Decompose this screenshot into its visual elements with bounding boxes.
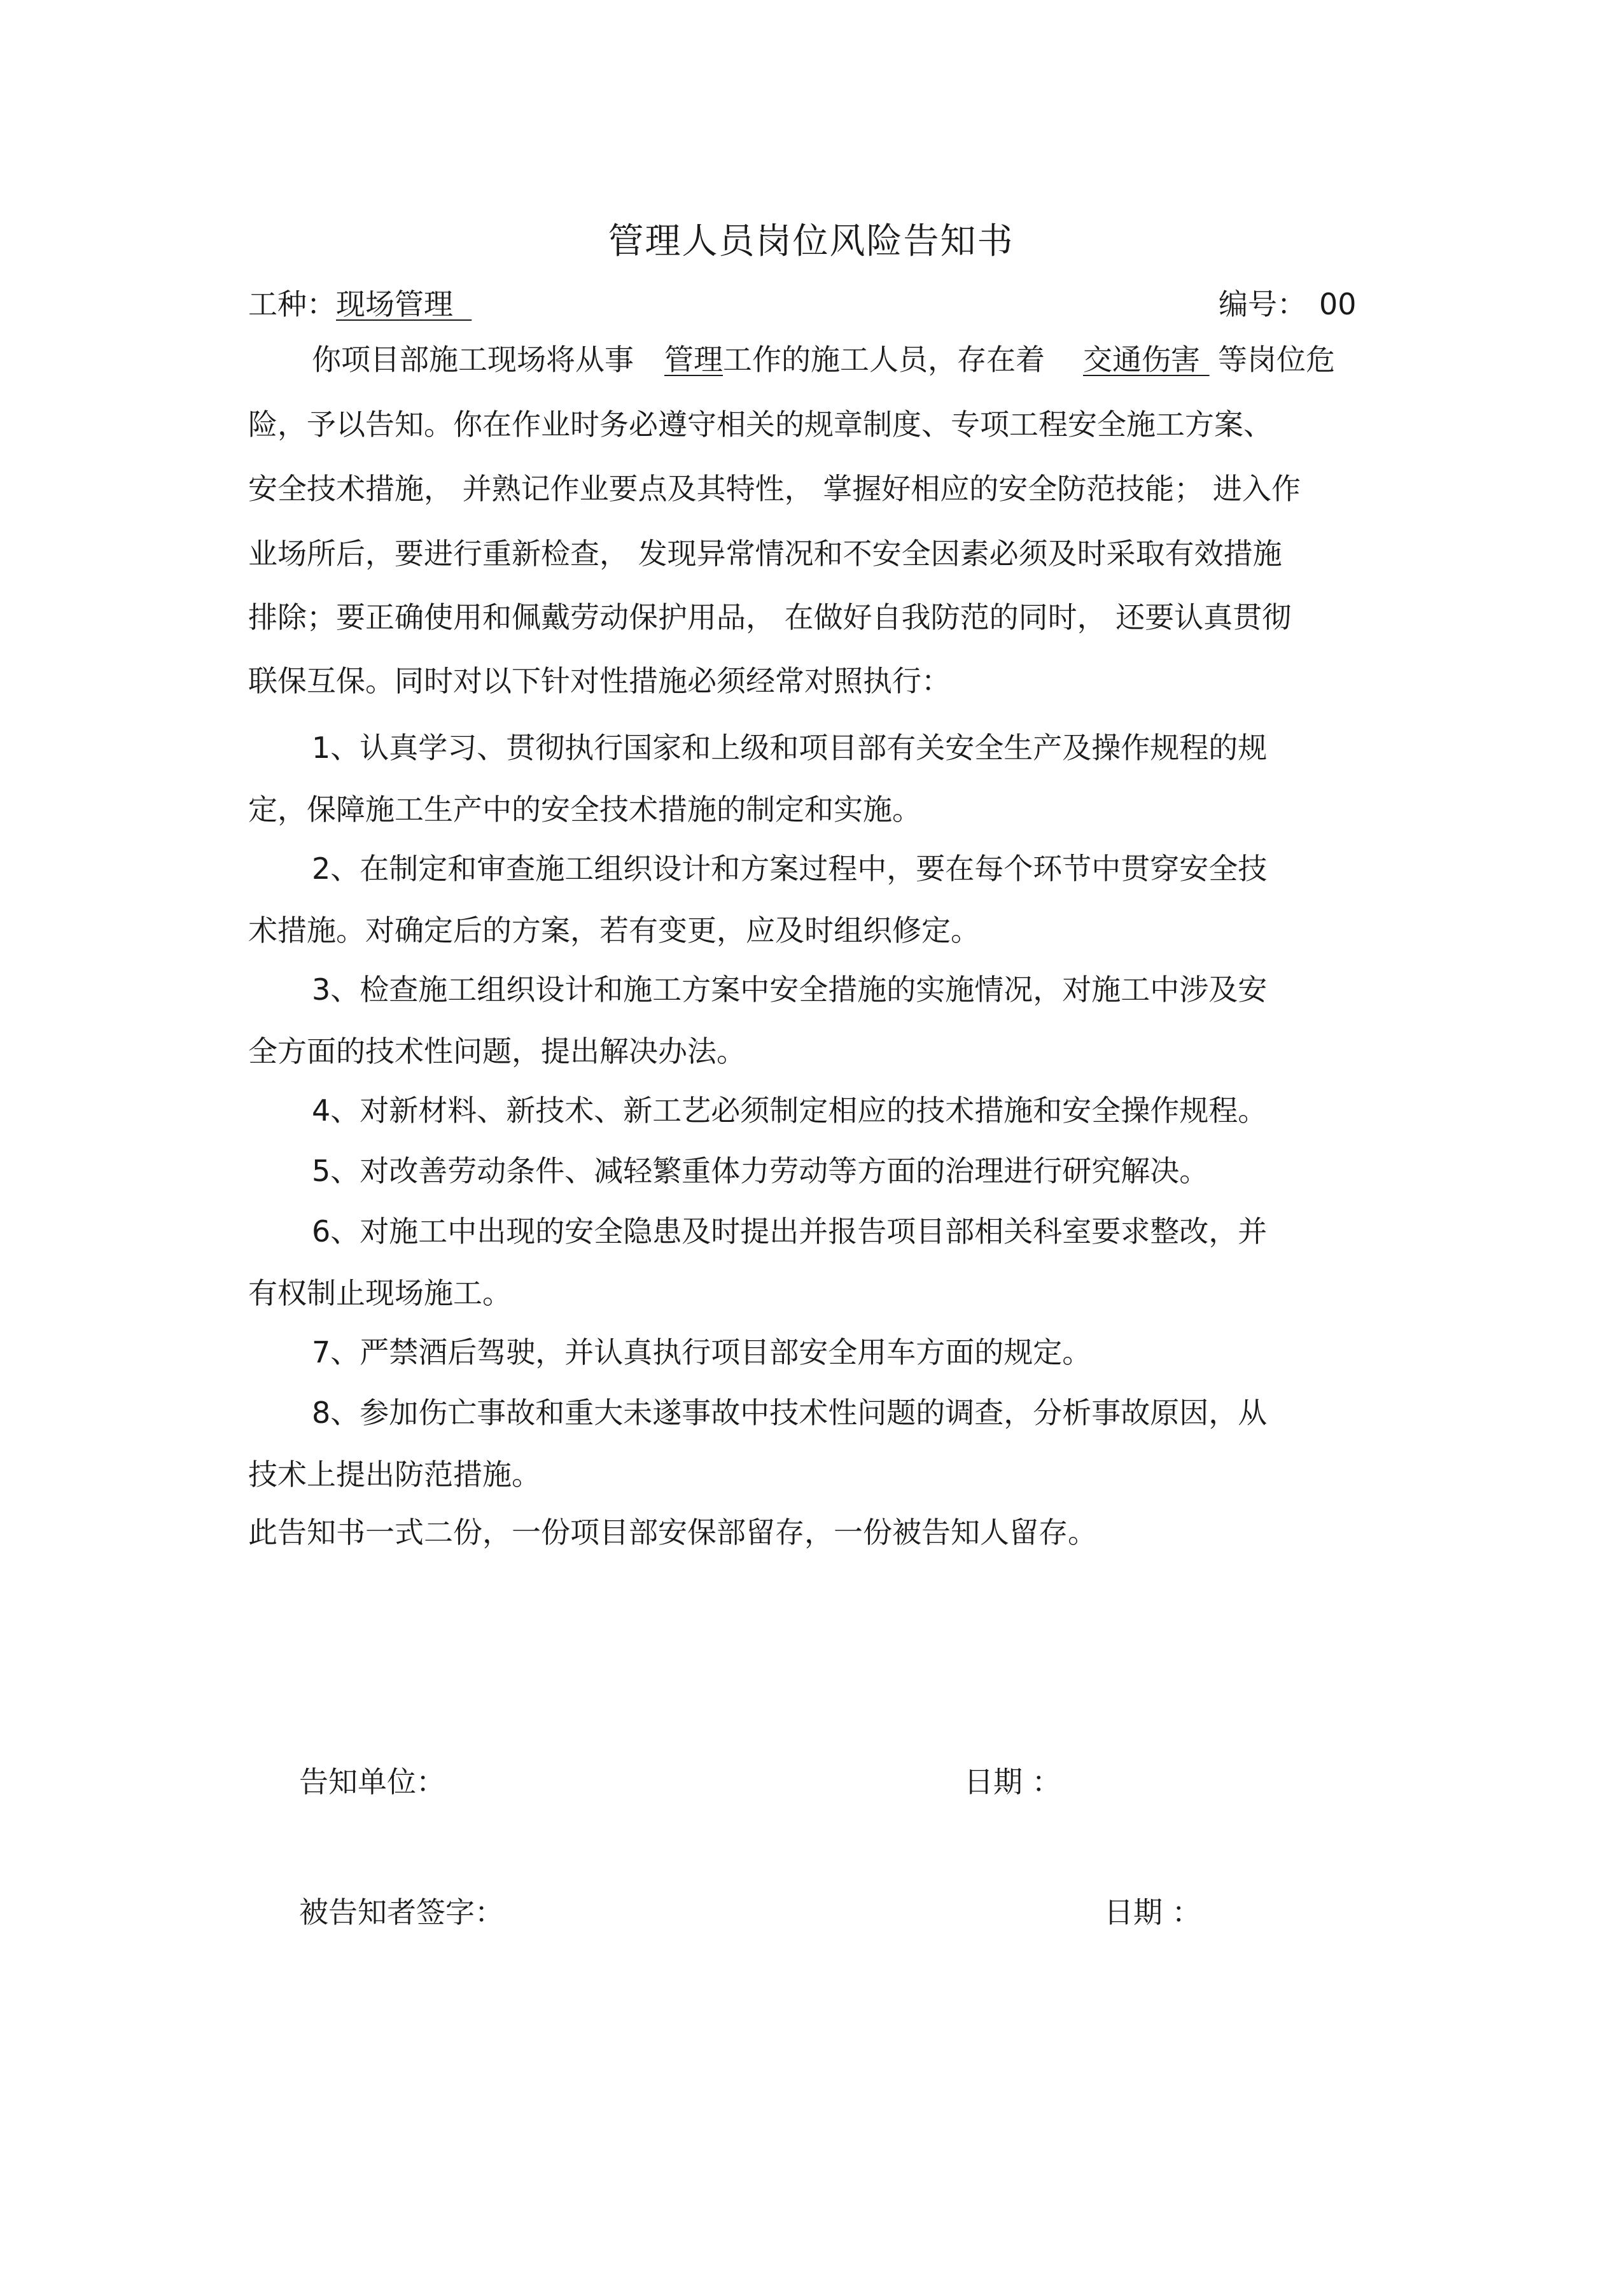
measure-item: 8、参加伤亡事故和重大未遂事故中技术性问题的调查，分析事故原因，从	[312, 1396, 1268, 1430]
job-type-label: 工种：	[248, 287, 336, 321]
measure-item: 4、对新材料、新技术、新工艺必须制定相应的技术措施和安全操作规程。	[312, 1093, 1268, 1128]
intro-line-5: 排除；要正确使用和佩戴劳动保护用品， 在做好自我防范的同时， 还要认真贯彻	[248, 600, 1292, 634]
closing-note: 此告知书一式二份，一份项目部安保部留存，一份被告知人留存。	[248, 1515, 1097, 1550]
intro-line-2: 险，予以告知。你在作业时务必遵守相关的规章制度、专项工程安全施工方案、	[248, 407, 1273, 442]
risk-type: 交通伤害	[1083, 342, 1200, 377]
measure-item: 7、严禁酒后驾驶，并认真执行项目部安全用车方面的规定。	[312, 1335, 1092, 1369]
assigned-work: 管理	[664, 342, 723, 377]
measure-item-continuation: 有权制止现场施工。	[248, 1276, 512, 1310]
intro-line-4: 业场所后，要进行重新检查， 发现异常情况和不安全因素必须及时采取有效措施	[248, 536, 1282, 571]
intro-line-1	[312, 340, 1335, 379]
measure-item-continuation: 定，保障施工生产中的安全技术措施的制定和实施。	[248, 792, 921, 827]
measure-item: 5、对改善劳动条件、减轻繁重体力劳动等方面的治理进行研究解决。	[312, 1154, 1209, 1188]
intro-text-c: 等岗位危	[1218, 342, 1335, 377]
intro-text-b: 工作的施工人员，存在着	[723, 342, 1045, 377]
date-label: 日期 ：	[964, 1765, 1061, 1799]
notifying-unit-label: 告知单位：	[299, 1765, 445, 1799]
document-number-value: 00	[1319, 287, 1357, 321]
job-type-row	[248, 285, 472, 323]
measure-item-continuation: 技术上提出防范措施。	[248, 1457, 541, 1492]
recipient-signature-label: 被告知者签字：	[299, 1895, 504, 1929]
job-type-value: 现场管理	[336, 287, 453, 321]
measure-item: 1、认真学习、贯彻执行国家和上级和项目部有关安全生产及操作规程的规	[312, 731, 1268, 765]
measure-item: 6、对施工中出现的安全隐患及时提出并报告项目部相关科室要求整改，并	[312, 1214, 1268, 1249]
intro-line-3: 安全技术措施， 并熟记作业要点及其特性， 掌握好相应的安全防范技能； 进入作	[248, 472, 1301, 506]
document-number-row	[1219, 285, 1357, 323]
measure-item-continuation: 全方面的技术性问题，提出解决办法。	[248, 1034, 746, 1068]
measure-item: 2、在制定和审查施工组织设计和方案过程中，要在每个环节中贯穿安全技	[312, 851, 1268, 886]
measure-item-continuation: 术措施。对确定后的方案，若有变更，应及时组织修定。	[248, 913, 980, 948]
measure-item: 3、检查施工组织设计和施工方案中安全措施的实施情况，对施工中涉及安	[312, 972, 1268, 1007]
document-number-label: 编号：	[1219, 287, 1306, 321]
intro-line-6: 联保互保。同时对以下针对性措施必须经常对照执行：	[248, 664, 951, 698]
date-label: 日期 ：	[1104, 1895, 1201, 1929]
intro-text-a: 你项目部施工现场将从事	[312, 342, 634, 377]
document-title: 管理人员岗位风险告知书	[608, 221, 1014, 262]
